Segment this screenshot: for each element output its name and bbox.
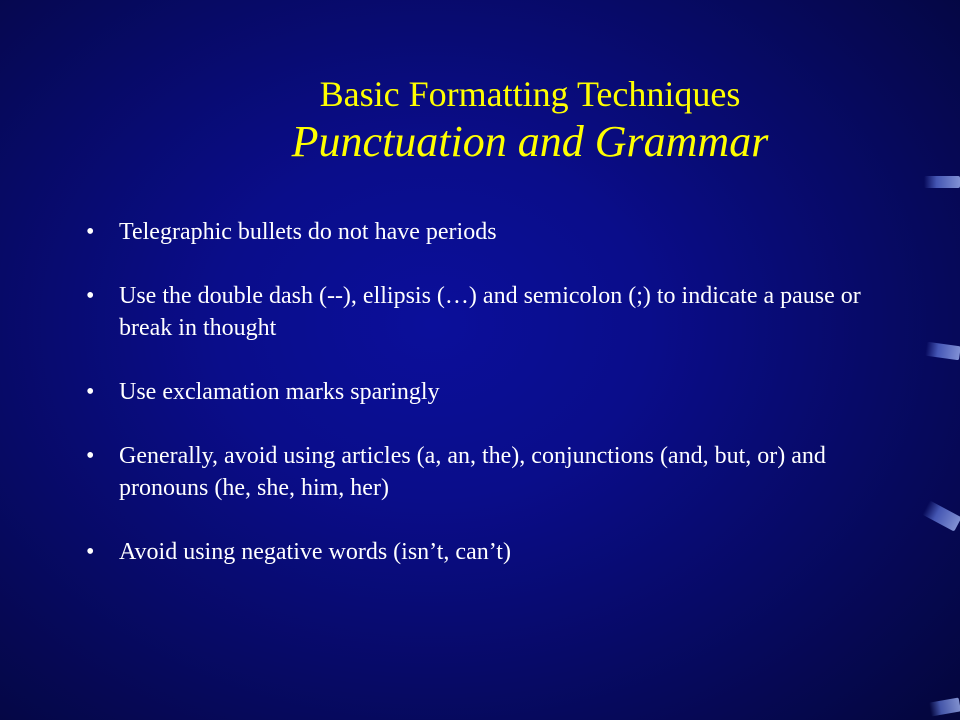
decorative-streak [922,500,960,531]
slide-subtitle: Punctuation and Grammar [291,117,769,166]
bullet-icon: • [86,283,95,309]
bullet-text: Use the double dash (--), ellipsis (…) and semicolon (;) to indicate a pause or break in thought [119,283,861,341]
slide-title: Basic Formatting Techniques [319,74,741,114]
decorative-streak [925,342,960,361]
decorative-streak [924,176,960,188]
bullet-list [86,216,876,600]
slide-title-block [160,72,900,168]
bullet-item [86,216,876,248]
decorative-streak [929,698,960,717]
bullet-item [86,376,876,408]
bullet-icon: • [86,443,95,469]
bullet-icon: • [86,219,95,245]
bullet-icon: • [86,539,95,565]
bullet-text: Avoid using negative words (isn’t, can’t) [119,539,511,565]
bullet-item [86,440,876,504]
bullet-item [86,536,876,568]
bullet-icon: • [86,379,95,405]
bullet-text: Use exclamation marks sparingly [119,379,440,405]
bullet-text: Generally, avoid using articles (a, an, the), conjunctions (and, but, or) and pronouns (he, she, him, her) [119,443,826,501]
bullet-text: Telegraphic bullets do not have periods [119,219,497,245]
bullet-item [86,280,876,344]
